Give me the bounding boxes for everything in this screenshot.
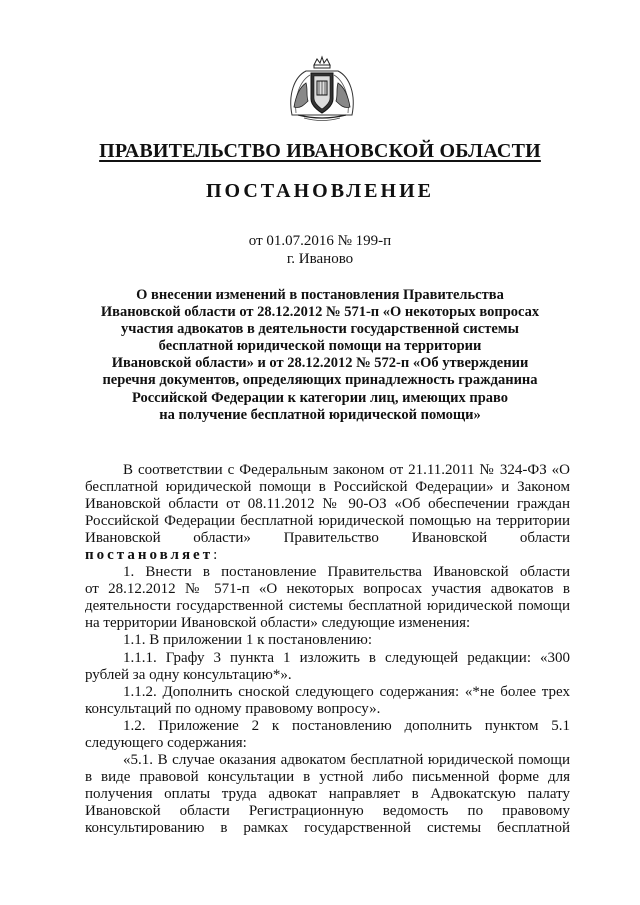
body-line: Российской Федерации бесплатной юридической помощью на территории	[85, 513, 570, 530]
body-line: следующего содержания:	[85, 734, 247, 751]
body-line: 1.1.1. Графу 3 пункта 1 изложить в следующей редакции: «300	[123, 649, 570, 666]
colon: :	[213, 547, 218, 564]
body-line: В соответствии с Федеральным законом от 21.11.2011 № 324-ФЗ «О	[123, 462, 570, 478]
title-line: Ивановской области от 28.12.2012 № 571-п «О некоторых вопросах	[100, 304, 540, 321]
title-line: Ивановской области» и от 28.12.2012 № 572-п «Об утверждении	[111, 355, 529, 372]
body-line: 1. Внести в постановление Правительства Ивановской области	[123, 564, 570, 581]
title-line: участия адвокатов в деятельности государственной системы	[121, 321, 519, 338]
coat-of-arms-emblem	[284, 55, 360, 125]
body-line: от 28.12.2012 № 571-п «О некоторых вопросах участия адвокатов в	[85, 581, 570, 598]
body-line: деятельности государственной системы бесплатной юридической помощи	[85, 598, 570, 615]
body-line: консультированию в рамках государственной системы бесплатной	[85, 819, 570, 836]
body-line: бесплатной юридической помощи в Российской Федерации» и Законом	[85, 479, 570, 496]
title-line: перечня документов, определяющих принадлежность гражданина	[102, 372, 538, 389]
body-line-resolves	[85, 547, 570, 564]
title-line: О внесении изменений в постановления Правительства	[136, 287, 504, 303]
title-line: на получение бесплатной юридической помощи»	[159, 406, 481, 423]
title-line: бесплатной юридической помощи на территории	[158, 338, 482, 355]
body-line: рублей за одну консультацию*».	[85, 666, 292, 683]
body-line: получения оплаты труда адвокат направляет в Адвокатскую палату	[85, 785, 570, 802]
date-number-line: от 01.07.2016 № 199-п	[248, 233, 392, 249]
title-line: Российской Федерации к категории лиц, имеющих право	[131, 389, 508, 406]
body-line: в виде правовой консультации в устной либо письменной форме для	[85, 768, 570, 785]
city-line: г. Иваново	[286, 251, 354, 267]
body-line: 1.2. Приложение 2 к постановлению дополнить пунктом 5.1	[123, 717, 570, 734]
body-line: на территории Ивановской области» следующие изменения:	[85, 615, 471, 632]
document-type-heading: ПОСТАНОВЛЕНИЕ	[206, 180, 434, 202]
body-line: Ивановской области Регистрационную ведомость по правовому	[85, 802, 570, 819]
decree-body	[85, 462, 570, 837]
body-line: Ивановской области» Правительство Ивановской области	[85, 530, 570, 547]
decree-title	[90, 287, 550, 424]
government-heading: ПРАВИТЕЛЬСТВО ИВАНОВСКОЙ ОБЛАСТИ	[99, 140, 541, 162]
body-line: 1.1.2. Дополнить сноской следующего содержания: «*не более трех	[123, 683, 570, 700]
resolves-word: постановляет	[85, 547, 214, 564]
body-line: «5.1. В случае оказания адвокатом бесплатной юридической помощи	[123, 751, 570, 768]
body-line: 1.1. В приложении 1 к постановлению:	[123, 632, 373, 649]
body-line: консультаций по одному правовому вопросу».	[85, 700, 381, 717]
body-line: Ивановской области от 08.11.2012 № 90-ОЗ «Об обеспечении граждан	[85, 496, 570, 513]
